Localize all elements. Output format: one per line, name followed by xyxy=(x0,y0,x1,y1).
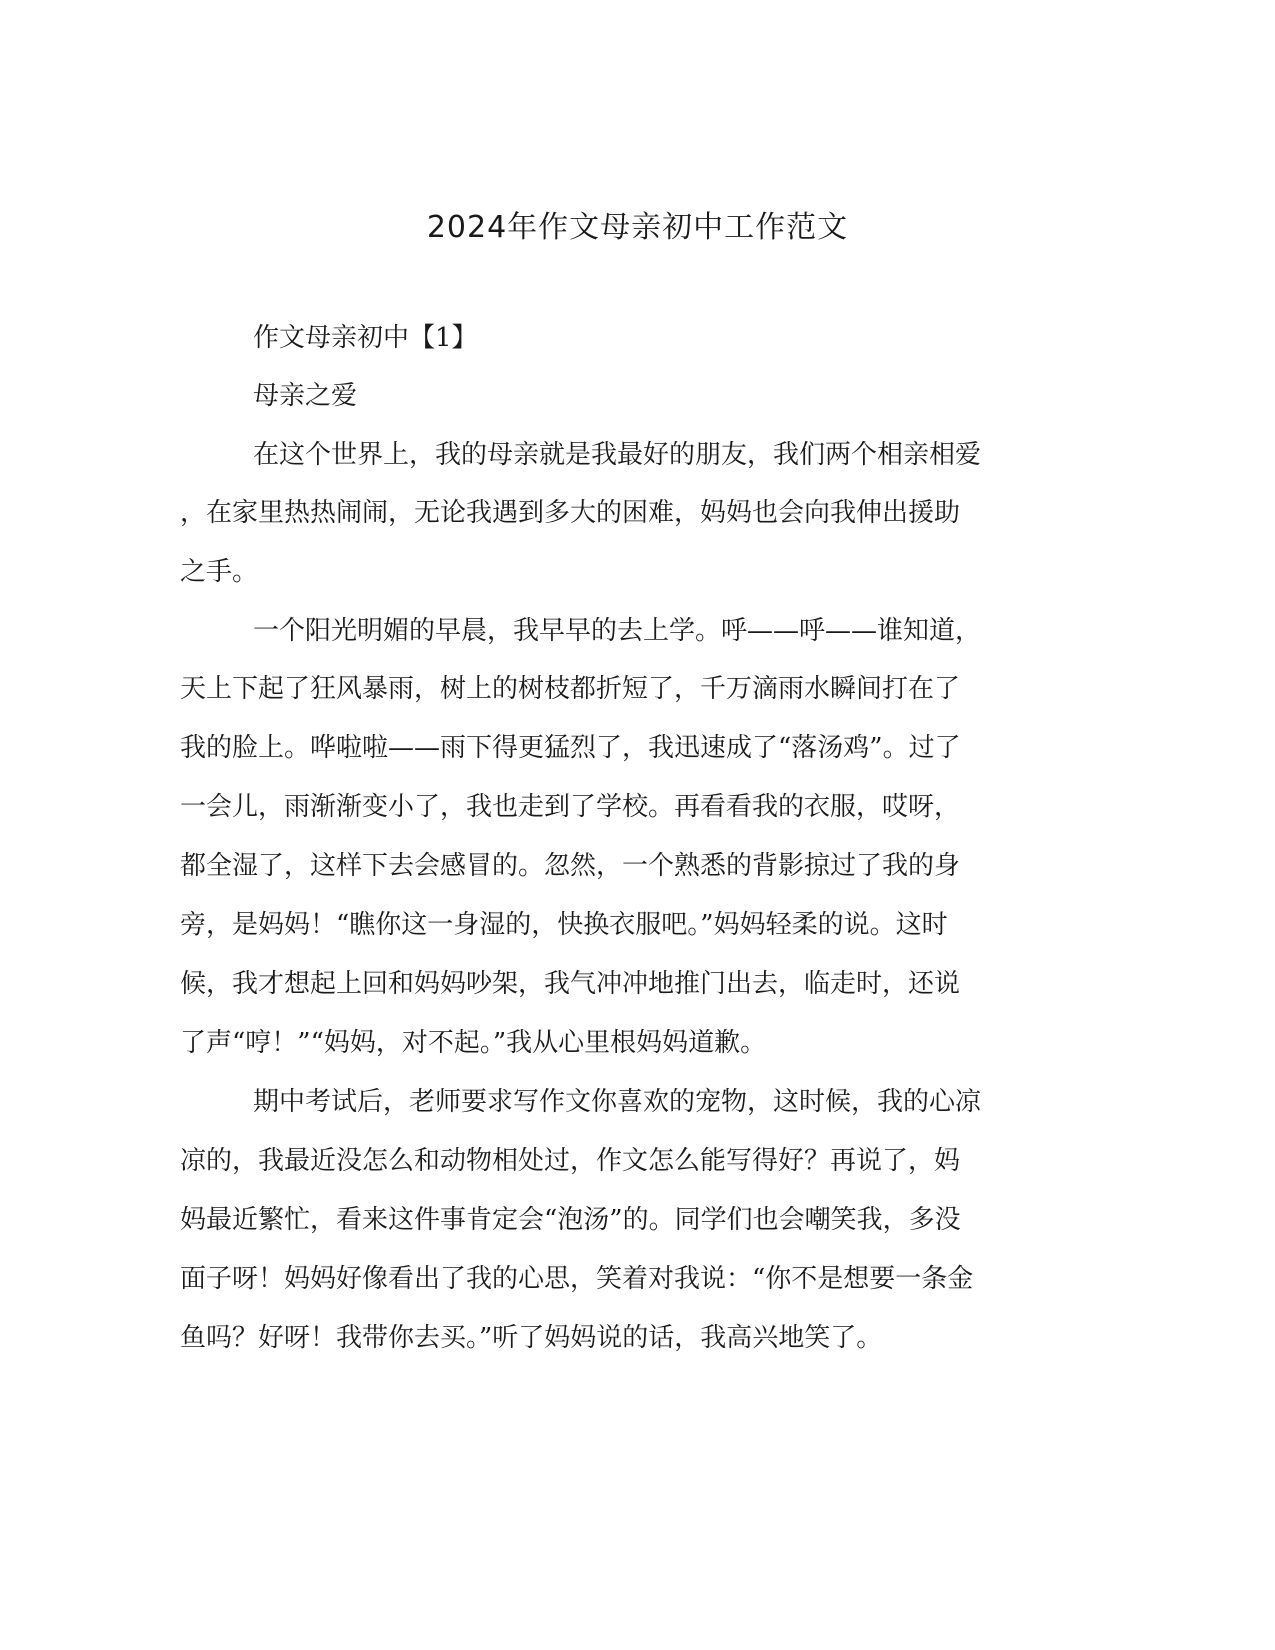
paragraph-line: 凉的，我最近没怎么和动物相处过，作文怎么能写得好？再说了，妈 xyxy=(180,1146,961,1176)
paragraph-line: 在这个世界上，我的母亲就是我最好的朋友，我们两个相亲相爱 xyxy=(253,440,982,470)
paragraph-line: 我的脸上。哗啦啦——雨下得更猛烈了，我迅速成了“落汤鸡”。过了 xyxy=(180,733,961,763)
paragraph-line: 鱼吗？好呀！我带你去买。”听了妈妈说的话，我高兴地笑了。 xyxy=(180,1323,883,1353)
paragraph-line: 之手。 xyxy=(180,557,259,587)
paragraph-line: 候，我才想起上回和妈妈吵架，我气冲冲地推门出去，临走时，还说 xyxy=(180,969,961,999)
paragraph-line: 妈最近繁忙，看来这件事肯定会“泡汤”的。同学们也会嘲笑我，多没 xyxy=(180,1205,961,1235)
paragraph-line: 天上下起了狂风暴雨，树上的树枝都折短了，千万滴雨水瞬间打在了 xyxy=(180,674,961,704)
paragraph-line: 都全湿了，这样下去会感冒的。忽然，一个熟悉的背影掠过了我的身 xyxy=(180,851,961,881)
paragraph-line: 一个阳光明媚的早晨，我早早的去上学。呼——呼——谁知道， xyxy=(253,616,982,646)
essay-title: 母亲之爱 xyxy=(253,381,358,411)
section-heading: 作文母亲初中【1】 xyxy=(253,323,478,353)
document-title: 2024年作文母亲初中工作范文 xyxy=(426,210,849,245)
paragraph-line: 旁，是妈妈！“瞧你这一身湿的，快换衣服吧。”妈妈轻柔的说。这时 xyxy=(180,910,948,940)
paragraph-line: 期中考试后，老师要求写作文你喜欢的宠物，这时候，我的心凉 xyxy=(253,1087,982,1117)
paragraph-line: 一会儿，雨渐渐变小了，我也走到了学校。再看看我的衣服，哎呀， xyxy=(180,792,961,822)
paragraph-line: 面子呀！妈妈好像看出了我的心思，笑着对我说：“你不是想要一条金 xyxy=(180,1264,974,1294)
paragraph-line: ，在家里热热闹闹，无论我遇到多大的困难，妈妈也会向我伸出援助 xyxy=(180,498,961,528)
paragraph-line: 了声“哼！”“妈妈，对不起。”我从心里根妈妈道歉。 xyxy=(180,1028,767,1058)
